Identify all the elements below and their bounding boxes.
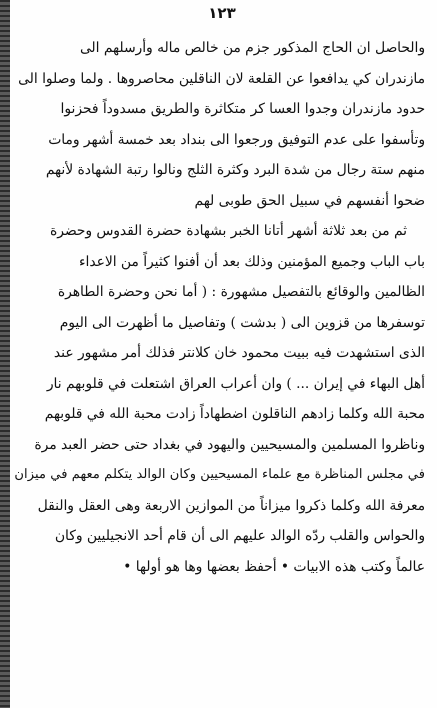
text-line: معرفة الله وكلما ذكروا ميزاناً من الموازين الاربعة وهى العقل والنقل: [37, 497, 425, 514]
text-line: عالماً وكتب هذه الابيات • أحفظ بعضها وها هو أولها •: [123, 558, 425, 575]
text-line: في مجلس المناظرة مع علماء المسيحيين وكان الوالد يتكلم معهم في ميزان: [14, 467, 425, 482]
text-line: ضحوا أنفسهم في سبيل الحق طوبى لهم: [194, 192, 425, 209]
body-text: [10, 33, 425, 582]
text-line: الذى استشهدت فيه ببيت محمود خان كلانتر فذلك أمر مشهور عند: [53, 345, 425, 361]
text-line: حدود مازندران وجدوا العسا كر متكاثرة والطريق مسدوداً فحزنوا: [60, 101, 425, 117]
text-line: محبة الله وكلما زادهم الناقلون اضطهاداً زادت محبة الله في قلوبهم: [44, 406, 425, 422]
text-line: منهم ستة رجال من شدة البرد وكثرة الثلج ونالوا رتبة الشهادة لأنهم: [45, 162, 425, 178]
text-line: توسفرها من قزوين الى ( بدشت ) وتفاصيل ما أظهرت الى اليوم: [59, 314, 425, 331]
page-number: ١٢٣: [208, 4, 236, 22]
text-line: باب الباب وجميع المؤمنين وذلك بعد أن أفنوا كثيراً من الاعداء: [79, 253, 425, 270]
text-line: الظالمين والوقائع بالتفصيل مشهورة : ( أما نحن وحضرة الطاهرة: [57, 284, 425, 300]
text-line: والحاصل ان الحاج المذكور جزم من خالص ماله وأرسلهم الى: [79, 40, 425, 56]
text-line: ثم من بعد ثلاثة أشهر أتانا الخبر بشهادة حضرة القدوس وحضرة: [49, 223, 407, 239]
text-line: والحواس والقلب ردّه الوالد عليهم الى أن قام أحد الانجيليين وكان: [54, 528, 425, 544]
text-line: مازندران كي يدافعوا عن القلعة لان الناقلين محاصروها . ولما وصلوا الى: [18, 70, 425, 87]
text-line: أهل البهاء في إيران ... ) وان أعراب العراق اشتعلت في قلوبهم نار: [46, 375, 425, 392]
binding-edge: [0, 0, 10, 708]
text-line: وناظروا المسلمين والمسيحيين واليهود في بغداد حتى حضر العبد مرة: [34, 436, 425, 453]
text-line: وتأسفوا على عدم التوفيق ورجعوا الى بنداد بعد خمسة أشهر ومات: [48, 131, 425, 148]
